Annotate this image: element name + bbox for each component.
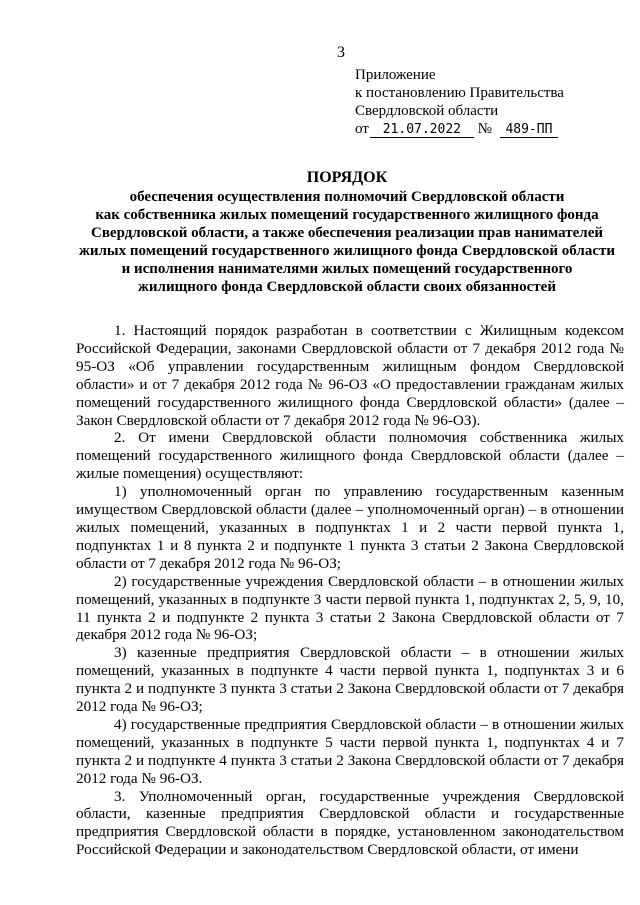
appendix-line-3: Свердловской области [355, 103, 499, 119]
number-sign: № [477, 121, 492, 137]
paragraph-3: 3. Уполномоченный орган, государственные учреждения Свердловской области, казенные предприятия Свердловской области и государственные предприятия Свердловской области в порядке, установленном законодательством Российской Федерации и законодательством Свердловской области, от имени [76, 787, 624, 859]
page-number: 3 [337, 44, 345, 61]
paragraph-1: 1. Настоящий порядок разработан в соответствии с Жилищным кодексом Российской Федерации, законами Свердловской области от 7 декабря 2012 года № 95-ОЗ «Об управлении государственным жилищным фондом Свердловской области» и от 7 декабря 2012 года № 96-ОЗ «О предоставлении гражданам жилых помещений государственного жилищного фонда Свердловской области» (далее – Закон Свердловской области от 7 декабря 2012 года № 96-ОЗ). [76, 322, 624, 429]
date-prefix: от [355, 121, 369, 137]
subparagraph-4: 4) государственные предприятия Свердловской области – в отношении жилых помещений, указанных в подпункте 5 части первой пункта 1, подпунктах 4 и 7 пункта 2 и подпункте 4 пункта 3 статьи 2 Закона Свердловской области от 7 декабря 2012 года № 96-ОЗ. [76, 715, 624, 787]
document-body [76, 322, 624, 859]
resolution-number: 489-ПП [500, 123, 558, 138]
title-line: и исполнения нанимателями жилых помещений государственного [121, 261, 573, 277]
title-line: обеспечения осуществления полномочий Свердловской области [129, 189, 565, 205]
paragraph-2: 2. От имени Свердловской области полномочия собственника жилых помещений государственного жилищного фонда Свердловской области (далее – жилые помещения) осуществляют: [76, 429, 624, 483]
title-line: как собственника жилых помещений государственного жилищного фонда [95, 207, 599, 223]
appendix-date-line [355, 120, 564, 138]
resolution-date: 21.07.2022 [370, 123, 474, 138]
subparagraph-1: 1) уполномоченный орган по управлению государственным казенным имуществом Свердловской области (далее – уполномоченный орган) – в отношении жилых помещений, указанных в подпунктах 1 и 2 части первой пункта 1, подпунктах 1 и 8 пункта 2 и подпункте 1 пункта 3 статьи 2 Закона Свердловской области от 7 декабря 2012 года № 96-ОЗ; [76, 483, 624, 572]
appendix-line-1: Приложение [355, 67, 436, 83]
appendix-line-2: к постановлению Правительства [355, 85, 564, 101]
appendix-block [355, 66, 564, 138]
subparagraph-3: 3) казенные предприятия Свердловской области – в отношении жилых помещений, указанных в подпункте 4 части первой пункта 1, подпунктах 3 и 6 пункта 2 и подпункте 3 пункта 3 статьи 2 Закона Свердловской области от 7 декабря 2012 года № 96-ОЗ; [76, 644, 624, 716]
title-line: жилых помещений государственного жилищного фонда Свердловской области [78, 243, 616, 259]
title-heading: ПОРЯДОК [306, 169, 388, 186]
title-line: жилищного фонда Свердловской области своих обязанностей [138, 279, 556, 295]
document-title [70, 169, 624, 296]
title-line: Свердловской области, а также обеспечения реализации прав нанимателей [90, 225, 603, 241]
subparagraph-2: 2) государственные учреждения Свердловской области – в отношении жилых помещений, указанных в подпункте 3 части первой пункта 1, подпунктах 2, 5, 9, 10, 11 пункта 2 и подпункте 2 пункта 3 статьи 2 Закона Свердловской области от 7 декабря 2012 года № 96-ОЗ; [76, 572, 624, 644]
